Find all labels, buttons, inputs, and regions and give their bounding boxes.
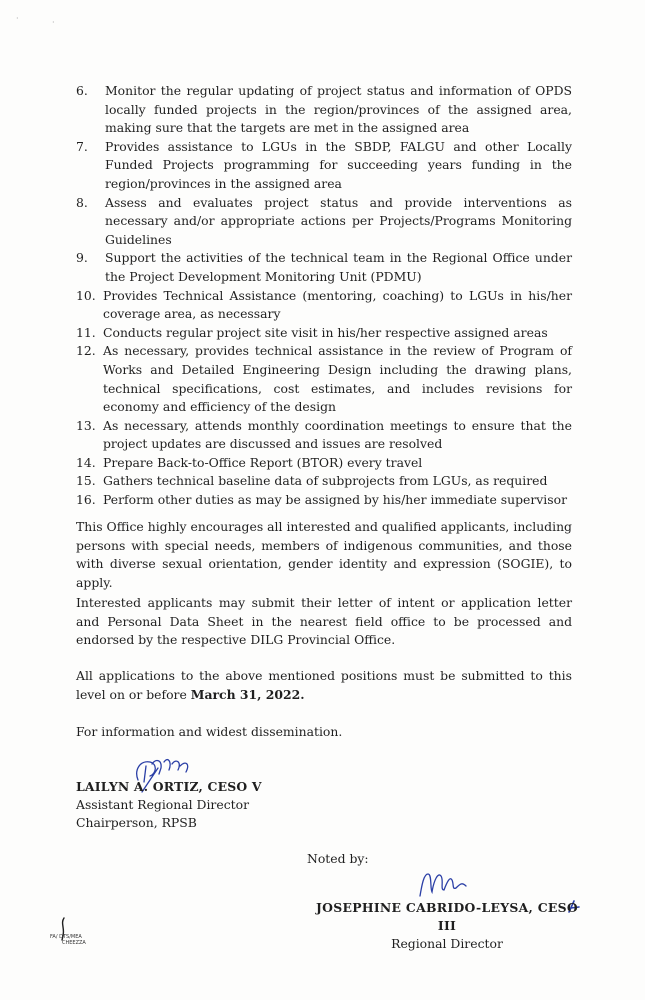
duty-item	[76, 287, 572, 324]
signatory-1-name: LAILYN A. ORTIZ, CESO V	[76, 779, 262, 794]
duty-text: Support the activities of the technical team in the Regional Office under the Project Development Monitoring Unit (PDMU)	[105, 250, 572, 284]
scan-mark: ·	[52, 18, 55, 27]
duty-text: As necessary, attends monthly coordination meetings to ensure that the project updates are discussed and issues are resolved	[103, 417, 572, 452]
deadline-date: March 31, 2022.	[190, 686, 305, 702]
duty-item	[76, 417, 572, 454]
duty-number: 6.	[76, 83, 88, 98]
duty-number: 13.	[76, 417, 96, 433]
signatory-2-title: Regional Director	[391, 936, 503, 951]
duty-number: 16.	[76, 492, 96, 508]
duty-text: Conducts regular project site visit in his/her respective assigned areas	[103, 324, 548, 340]
signatory-1-role: Chairperson, RPSB	[76, 815, 197, 830]
scan-mark: ·	[16, 14, 19, 23]
duty-text: As necessary, provides technical assistance in the review of Program of Works and Detailed Engineering Design including the drawing plans, technical specifications, cost estimates, and includes revisions for economy and efficiency of the design	[103, 343, 572, 415]
duty-text: Assess and evaluates project status and provide interventions as necessary and/or appropriate actions per Projects/Programs Monitoring Guidelines	[105, 194, 572, 247]
deadline-paragraph	[76, 667, 572, 704]
duty-number: 14.	[76, 454, 96, 470]
encouragement-paragraph: This Office highly encourages all interested and qualified applicants, including persons with special needs, members of indigenous communities, and those with diverse sexual orientation, gender identity and expression (SOGIE), to apply.	[76, 519, 572, 590]
duty-item	[76, 249, 572, 286]
duty-text: Monitor the regular updating of project status and information of OPDS locally funded projects in the region/provinces of the assigned area, making sure that the targets are met in the assigned area	[105, 83, 572, 136]
duty-text: Prepare Back-to-Office Report (BTOR) every travel	[103, 454, 423, 470]
noted-by-label: Noted by:	[307, 851, 369, 866]
signatory-1	[76, 778, 262, 832]
duty-text: Gathers technical baseline data of subprojects from LGUs, as required	[103, 473, 548, 489]
duty-number: 15.	[76, 473, 96, 489]
duty-item	[76, 342, 572, 416]
initials-line-1: FA/ DTS/MEA	[50, 934, 82, 940]
initials-line-2: CHEEZZA	[62, 940, 86, 946]
duty-text: Perform other duties as may be assigned by his/her immediate supervisor	[103, 492, 568, 508]
duty-number: 9.	[76, 250, 88, 266]
dissemination-paragraph: For information and widest dissemination.	[76, 724, 343, 739]
signatory-2	[307, 899, 587, 953]
initials-block	[50, 934, 86, 946]
duty-item	[76, 82, 572, 138]
duty-number: 7.	[76, 138, 88, 154]
duty-item	[76, 491, 572, 510]
duty-text: Provides Technical Assistance (mentoring, coaching) to LGUs in his/her coverage area, as necessary	[103, 287, 572, 322]
duty-text: Provides assistance to LGUs in the SBDP, FALGU and other Locally Funded Projects programming for succeeding years funding in the region/provinces in the assigned area	[105, 138, 572, 191]
signatory-2-name: JOSEPHINE CABRIDO-LEYSA, CESO III	[315, 900, 579, 933]
submission-paragraph: Interested applicants may submit their letter of intent or application letter and Personal Data Sheet in the nearest field office to be processed and endorsed by the respective DILG Provincial Office.	[76, 595, 572, 648]
duty-item	[76, 324, 572, 343]
duty-item	[76, 194, 572, 250]
duty-item	[76, 454, 572, 473]
duty-number: 8.	[76, 194, 88, 210]
duty-item	[76, 138, 572, 194]
duty-number: 12.	[76, 343, 96, 359]
duty-number: 11.	[76, 324, 96, 340]
signatory-1-title: Assistant Regional Director	[76, 797, 249, 812]
deadline-text: All applications to the above mentioned positions must be submitted to this level on or before	[76, 668, 572, 702]
duty-item	[76, 472, 572, 491]
duties-list	[76, 82, 572, 510]
duty-number: 10.	[76, 287, 96, 303]
